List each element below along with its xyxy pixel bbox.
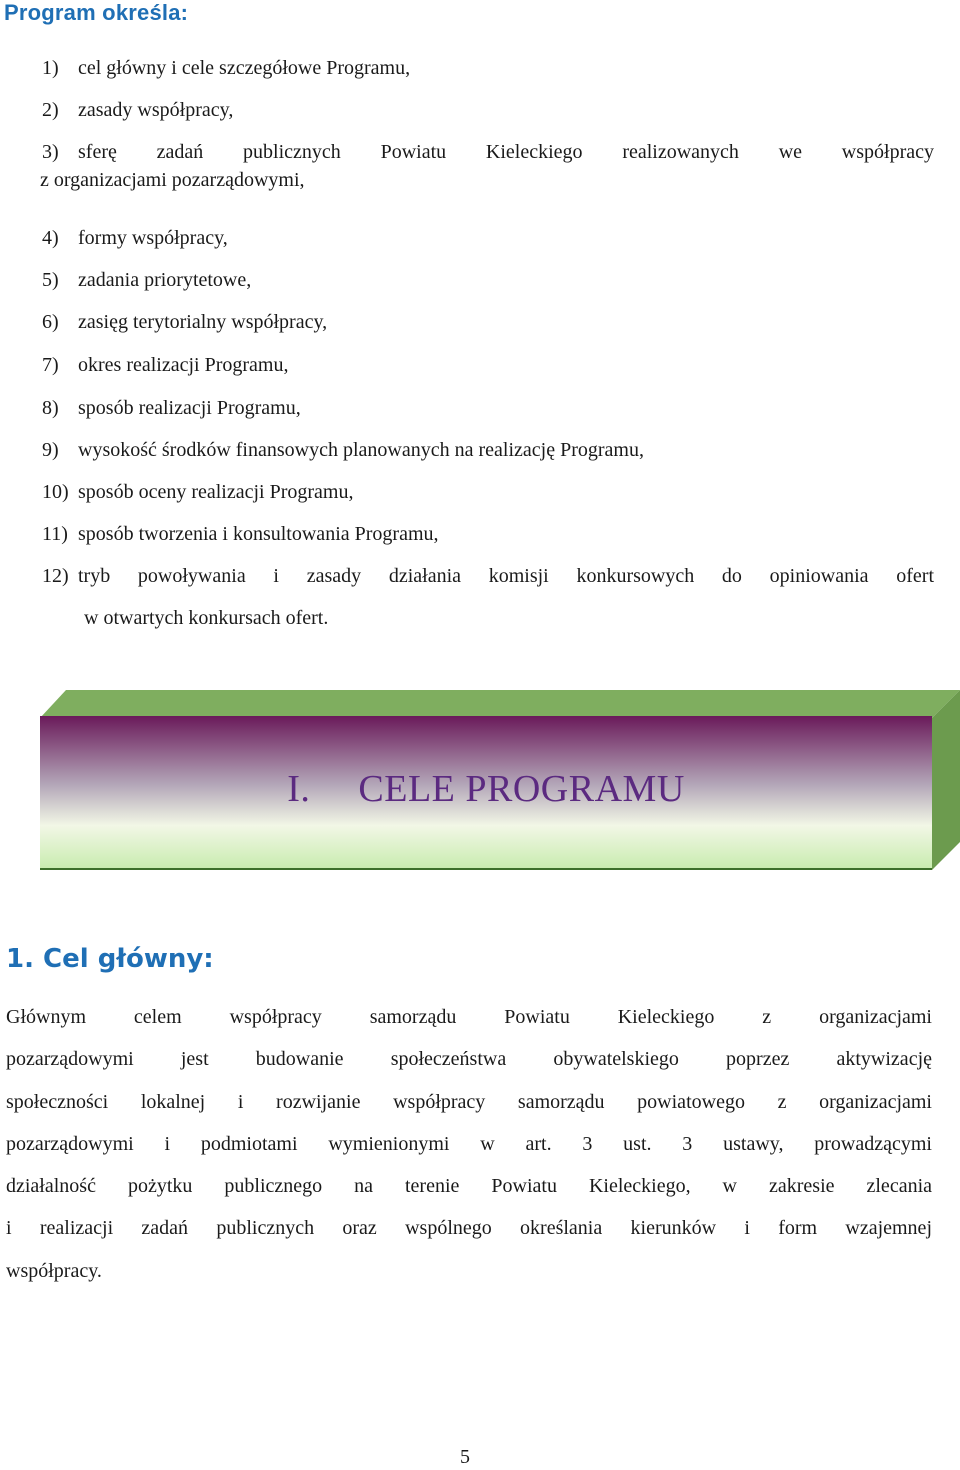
section-heading: 1. Cel główny: xyxy=(6,944,214,974)
list-text-continued: w otwartych konkursach ofert. xyxy=(84,607,329,629)
list-text: okres realizacji Programu, xyxy=(78,354,289,376)
list-item xyxy=(42,308,934,336)
list-number: 6) xyxy=(42,311,59,333)
paragraph-line: pozarządowymi jest budowanie społeczeństwa obywatelskiego poprzez aktywizację xyxy=(6,1048,932,1071)
list-number: 12) xyxy=(42,565,69,587)
list-text: cel główny i cele szczegółowe Programu, xyxy=(78,57,411,79)
paragraph-line: działalność pożytku publicznego na terenie Powiatu Kieleckiego, w zakresie zlecania xyxy=(6,1175,932,1198)
page-number: 5 xyxy=(460,1446,470,1468)
section-banner xyxy=(40,690,960,870)
list-text: zasięg terytorialny współpracy, xyxy=(78,311,328,333)
list-item xyxy=(42,520,934,548)
banner-bevel-side xyxy=(932,690,960,870)
list-item xyxy=(42,436,934,464)
list-number: 11) xyxy=(42,523,68,545)
list-text: wysokość środków finansowych planowanych na realizację Programu, xyxy=(78,439,644,461)
list-item xyxy=(42,54,934,82)
section-paragraph xyxy=(6,996,932,1292)
list-number: 1) xyxy=(42,57,59,79)
list-text: zasady współpracy, xyxy=(78,99,234,121)
list-item xyxy=(42,96,934,124)
list-text: sposób tworzenia i konsultowania Programu, xyxy=(78,523,439,545)
banner-bevel-top xyxy=(40,690,960,718)
list-item xyxy=(42,478,934,506)
list-number: 8) xyxy=(42,397,59,419)
list-text: sferę zadań publicznych Powiatu Kieleckiego realizowanych we współpracy xyxy=(78,141,934,163)
list-number: 7) xyxy=(42,354,59,376)
paragraph-line: społeczności lokalnej i rozwijanie współpracy samorządu powiatowego z organizacjami xyxy=(6,1090,932,1113)
list-item xyxy=(42,394,934,422)
list-item xyxy=(42,351,934,379)
list-item xyxy=(42,562,934,632)
paragraph-line: Głównym celem współpracy samorządu Powiatu Kieleckiego z organizacjami xyxy=(6,1006,932,1028)
list-text: zadania priorytetowe, xyxy=(78,269,252,291)
list-text-continued: z organizacjami pozarządowymi, xyxy=(40,169,305,191)
list-number: 9) xyxy=(42,439,59,461)
banner-title-text: CELE PROGRAMU xyxy=(358,768,685,810)
list-text: tryb powoływania i zasady działania komisji konkursowych do opiniowania ofert xyxy=(78,565,934,587)
list-item xyxy=(42,266,934,294)
list-text: sposób oceny realizacji Programu, xyxy=(78,481,354,503)
program-heading: Program określa: xyxy=(4,0,189,25)
list-item xyxy=(42,224,934,252)
paragraph-line: i realizacji zadań publicznych oraz wspólnego określania kierunków i form wzajemnej xyxy=(6,1217,932,1240)
banner-title xyxy=(40,767,932,811)
list-text: formy współpracy, xyxy=(78,227,228,249)
list-number: 3) xyxy=(42,141,59,163)
banner-roman-numeral: I. xyxy=(287,768,311,810)
list-text: sposób realizacji Programu, xyxy=(78,397,301,419)
list-number: 10) xyxy=(42,481,69,503)
paragraph-line: współpracy. xyxy=(6,1259,102,1282)
list-item xyxy=(42,138,934,194)
list-number: 2) xyxy=(42,99,59,121)
list-number: 4) xyxy=(42,227,59,249)
list-number: 5) xyxy=(42,269,59,291)
paragraph-line: pozarządowymi i podmiotami wymienionymi w art. 3 ust. 3 ustawy, prowadzącymi xyxy=(6,1132,932,1155)
